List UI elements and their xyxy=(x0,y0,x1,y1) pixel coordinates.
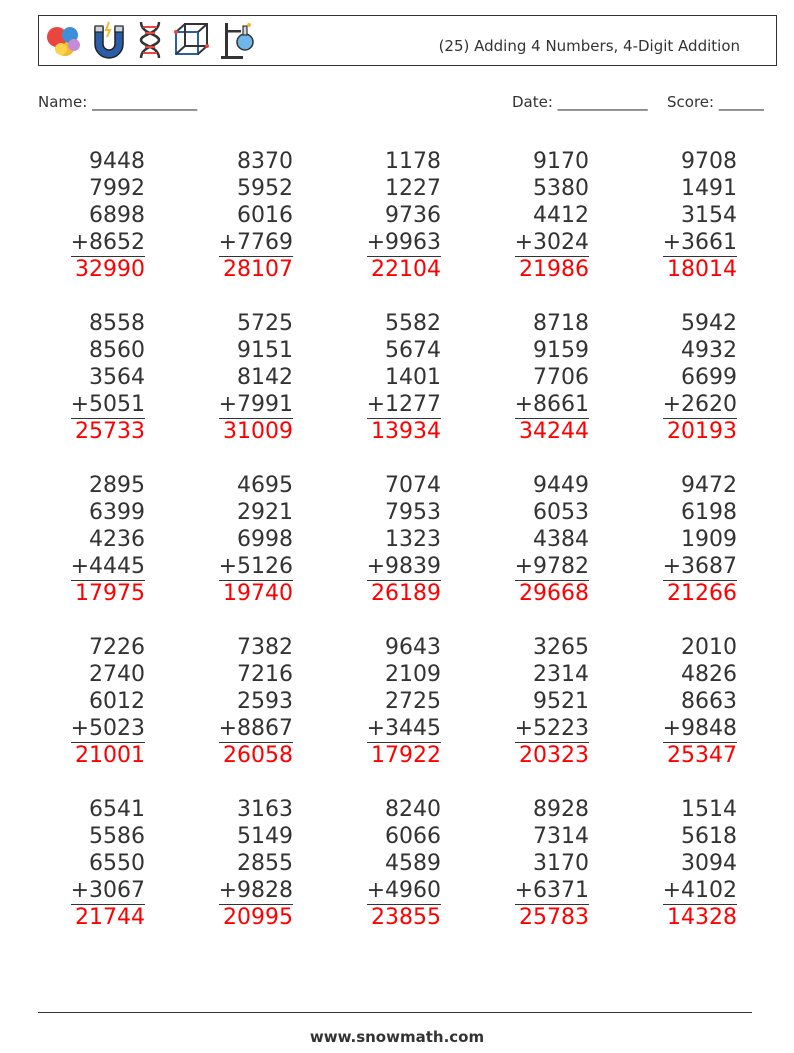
addend-with-plus: +3067 xyxy=(70,878,145,903)
answer: 20323 xyxy=(519,743,589,768)
addition-problem xyxy=(331,472,441,607)
addend: 6066 xyxy=(385,824,441,849)
addend: 6399 xyxy=(89,500,145,525)
addend: 1909 xyxy=(681,527,737,552)
sum-line xyxy=(515,904,589,905)
addend: 5586 xyxy=(89,824,145,849)
addend-with-plus: +5223 xyxy=(514,716,589,741)
addend: 1323 xyxy=(385,527,441,552)
addend: 1401 xyxy=(385,365,441,390)
addend-with-plus: +5126 xyxy=(218,554,293,579)
addend-with-plus: +3445 xyxy=(366,716,441,741)
addition-problem xyxy=(627,310,737,445)
addend: 2314 xyxy=(533,662,589,687)
addend-with-plus: +9839 xyxy=(366,554,441,579)
addend-with-plus: +1277 xyxy=(366,392,441,417)
answer: 26189 xyxy=(371,581,441,606)
answer: 31009 xyxy=(223,419,293,444)
sum-line xyxy=(219,580,293,581)
addition-problem xyxy=(183,310,293,445)
sum-line xyxy=(663,742,737,743)
addend: 4589 xyxy=(385,851,441,876)
answer: 25733 xyxy=(75,419,145,444)
addition-problem xyxy=(627,634,737,769)
sum-line xyxy=(515,418,589,419)
addition-problem xyxy=(479,148,589,283)
addend-with-plus: +6371 xyxy=(514,878,589,903)
answer: 26058 xyxy=(223,743,293,768)
addend: 6550 xyxy=(89,851,145,876)
addend: 5725 xyxy=(237,311,293,336)
sum-line xyxy=(219,904,293,905)
addend: 4412 xyxy=(533,203,589,228)
addend-with-plus: +4445 xyxy=(70,554,145,579)
addend: 2740 xyxy=(89,662,145,687)
addend: 1514 xyxy=(681,797,737,822)
addend-with-plus: +8867 xyxy=(218,716,293,741)
addition-problem xyxy=(627,472,737,607)
sum-line xyxy=(71,904,145,905)
addend: 4384 xyxy=(533,527,589,552)
sum-line xyxy=(367,580,441,581)
sum-line xyxy=(515,742,589,743)
sum-line xyxy=(367,904,441,905)
addend: 8142 xyxy=(237,365,293,390)
addend: 3265 xyxy=(533,635,589,660)
addend: 9708 xyxy=(681,149,737,174)
addend-with-plus: +7991 xyxy=(218,392,293,417)
addend: 2895 xyxy=(89,473,145,498)
header-icons xyxy=(45,20,257,60)
footer-site: www.snowmath.com xyxy=(309,1028,485,1046)
addend: 8718 xyxy=(533,311,589,336)
addend: 7992 xyxy=(89,176,145,201)
addition-problem xyxy=(331,148,441,283)
addition-problem xyxy=(627,148,737,283)
answer: 19740 xyxy=(223,581,293,606)
addend-with-plus: +8661 xyxy=(514,392,589,417)
answer: 18014 xyxy=(667,257,737,282)
sum-line xyxy=(663,418,737,419)
addition-problem xyxy=(183,796,293,931)
addend: 4932 xyxy=(681,338,737,363)
addend: 5149 xyxy=(237,824,293,849)
sum-line xyxy=(367,742,441,743)
addend: 3163 xyxy=(237,797,293,822)
answer: 32990 xyxy=(75,257,145,282)
addend: 3564 xyxy=(89,365,145,390)
addend: 5942 xyxy=(681,311,737,336)
addend-with-plus: +5023 xyxy=(70,716,145,741)
addend: 4826 xyxy=(681,662,737,687)
answer: 25783 xyxy=(519,905,589,930)
name-field[interactable]: Name: ______________ xyxy=(38,93,198,111)
addend: 9448 xyxy=(89,149,145,174)
addend: 5380 xyxy=(533,176,589,201)
addend-with-plus: +3687 xyxy=(662,554,737,579)
addend-with-plus: +9963 xyxy=(366,230,441,255)
addend-with-plus: +4102 xyxy=(662,878,737,903)
addend: 2593 xyxy=(237,689,293,714)
sum-line xyxy=(663,256,737,257)
addition-problem xyxy=(627,796,737,931)
addend: 6541 xyxy=(89,797,145,822)
addend: 2010 xyxy=(681,635,737,660)
addend: 5618 xyxy=(681,824,737,849)
addend: 7314 xyxy=(533,824,589,849)
answer: 28107 xyxy=(223,257,293,282)
addend-with-plus: +4960 xyxy=(366,878,441,903)
date-field[interactable]: Date: ____________ xyxy=(512,93,648,111)
addend: 7216 xyxy=(237,662,293,687)
addend: 3170 xyxy=(533,851,589,876)
answer: 14328 xyxy=(667,905,737,930)
addend: 9151 xyxy=(237,338,293,363)
addend: 1178 xyxy=(385,149,441,174)
addition-problem xyxy=(35,796,145,931)
addend: 4695 xyxy=(237,473,293,498)
addend: 8928 xyxy=(533,797,589,822)
addition-problem xyxy=(183,472,293,607)
addition-problem xyxy=(35,472,145,607)
addend: 6012 xyxy=(89,689,145,714)
addition-problem xyxy=(35,634,145,769)
addition-problem xyxy=(479,634,589,769)
addition-problem xyxy=(35,310,145,445)
addend-with-plus: +8652 xyxy=(70,230,145,255)
addend: 2855 xyxy=(237,851,293,876)
sum-line xyxy=(71,742,145,743)
addend: 6898 xyxy=(89,203,145,228)
addend: 6053 xyxy=(533,500,589,525)
addend: 4236 xyxy=(89,527,145,552)
addend-with-plus: +5051 xyxy=(70,392,145,417)
sum-line xyxy=(219,742,293,743)
addend: 9643 xyxy=(385,635,441,660)
addend: 8370 xyxy=(237,149,293,174)
addend: 8240 xyxy=(385,797,441,822)
answer: 21744 xyxy=(75,905,145,930)
sum-line xyxy=(71,580,145,581)
sum-line xyxy=(515,256,589,257)
addend: 9170 xyxy=(533,149,589,174)
addend-with-plus: +3024 xyxy=(514,230,589,255)
addend: 6998 xyxy=(237,527,293,552)
addend: 9736 xyxy=(385,203,441,228)
footer-divider xyxy=(38,1012,752,1013)
answer: 25347 xyxy=(667,743,737,768)
addend-with-plus: +2620 xyxy=(662,392,737,417)
addition-problem xyxy=(331,796,441,931)
molecule-balls-icon xyxy=(45,20,83,60)
addend: 1491 xyxy=(681,176,737,201)
addition-problem xyxy=(479,472,589,607)
addend: 8663 xyxy=(681,689,737,714)
answer: 17922 xyxy=(371,743,441,768)
answer: 21001 xyxy=(75,743,145,768)
addend: 7706 xyxy=(533,365,589,390)
addition-problem xyxy=(479,310,589,445)
sum-line xyxy=(663,580,737,581)
flask-stand-icon xyxy=(219,20,257,60)
answer: 20995 xyxy=(223,905,293,930)
answer: 17975 xyxy=(75,581,145,606)
addend-with-plus: +7769 xyxy=(218,230,293,255)
addend: 6198 xyxy=(681,500,737,525)
addend: 8558 xyxy=(89,311,145,336)
magnet-icon xyxy=(91,20,127,60)
answer: 29668 xyxy=(519,581,589,606)
answer: 21266 xyxy=(667,581,737,606)
addend: 6699 xyxy=(681,365,737,390)
answer: 23855 xyxy=(371,905,441,930)
addend: 5952 xyxy=(237,176,293,201)
answer: 22104 xyxy=(371,257,441,282)
addend: 9449 xyxy=(533,473,589,498)
addend: 7382 xyxy=(237,635,293,660)
addition-problem xyxy=(331,634,441,769)
cube-icon xyxy=(173,20,211,60)
addend: 5674 xyxy=(385,338,441,363)
addend: 2725 xyxy=(385,689,441,714)
addend: 7074 xyxy=(385,473,441,498)
dna-icon xyxy=(135,20,165,60)
addend: 9472 xyxy=(681,473,737,498)
addition-problem xyxy=(183,148,293,283)
sum-line xyxy=(219,418,293,419)
addend-with-plus: +9848 xyxy=(662,716,737,741)
addition-problem xyxy=(331,310,441,445)
addend: 1227 xyxy=(385,176,441,201)
worksheet-header xyxy=(38,15,777,66)
answer: 13934 xyxy=(371,419,441,444)
sum-line xyxy=(367,418,441,419)
addend: 9159 xyxy=(533,338,589,363)
addend: 6016 xyxy=(237,203,293,228)
sum-line xyxy=(219,256,293,257)
addend: 8560 xyxy=(89,338,145,363)
score-field[interactable]: Score: ______ xyxy=(667,93,764,111)
addend: 2921 xyxy=(237,500,293,525)
addition-problem xyxy=(183,634,293,769)
sum-line xyxy=(367,256,441,257)
addend: 2109 xyxy=(385,662,441,687)
answer: 34244 xyxy=(519,419,589,444)
answer: 20193 xyxy=(667,419,737,444)
addend-with-plus: +9782 xyxy=(514,554,589,579)
addend: 3094 xyxy=(681,851,737,876)
answer: 21986 xyxy=(519,257,589,282)
addend: 7226 xyxy=(89,635,145,660)
worksheet-title: (25) Adding 4 Numbers, 4-Digit Addition xyxy=(438,37,740,55)
sum-line xyxy=(71,418,145,419)
addend-with-plus: +9828 xyxy=(218,878,293,903)
addition-problem xyxy=(479,796,589,931)
addend-with-plus: +3661 xyxy=(662,230,737,255)
addend: 9521 xyxy=(533,689,589,714)
addend: 7953 xyxy=(385,500,441,525)
sum-line xyxy=(71,256,145,257)
sum-line xyxy=(663,904,737,905)
addend: 5582 xyxy=(385,311,441,336)
addend: 3154 xyxy=(681,203,737,228)
addition-problem xyxy=(35,148,145,283)
sum-line xyxy=(515,580,589,581)
